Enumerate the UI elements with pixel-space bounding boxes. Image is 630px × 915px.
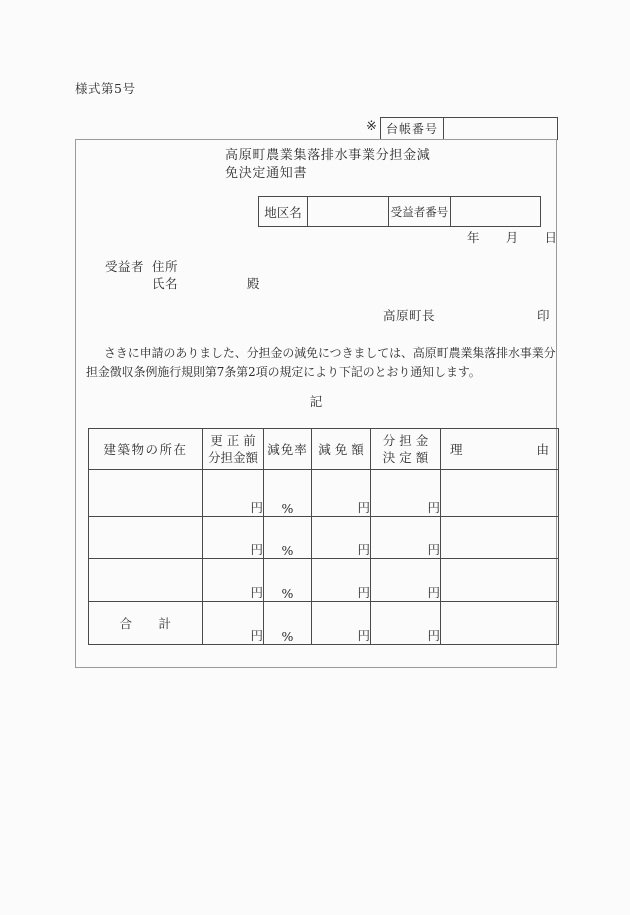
reduction-table bbox=[88, 428, 559, 645]
cell-decided-unit: 円 bbox=[371, 559, 441, 602]
header-reduction-amount: 減 免 額 bbox=[312, 429, 371, 470]
header-building-location: 建築物の所在 bbox=[89, 429, 203, 470]
district-name-label: 地区名 bbox=[259, 197, 308, 227]
header-reduction-rate: 減免率 bbox=[264, 429, 312, 470]
cell-reduction-unit: 円 bbox=[312, 559, 371, 602]
cell-reduction-unit: 円 bbox=[312, 517, 371, 559]
document-title-line1: 高原町農業集落排水事業分担金減 bbox=[225, 148, 431, 163]
reference-mark: ※ bbox=[366, 119, 377, 134]
document-title-line2: 免決定通知書 bbox=[225, 166, 308, 181]
date-month-label: 月 bbox=[505, 230, 519, 245]
table-header-row bbox=[89, 429, 559, 470]
document-title bbox=[225, 147, 431, 183]
ledger-number-value bbox=[444, 118, 558, 140]
cell-decided-unit: 円 bbox=[371, 602, 441, 645]
district-box bbox=[258, 196, 541, 227]
cell-pre-amount-unit: 円 bbox=[203, 602, 264, 645]
cell-pre-amount-unit: 円 bbox=[203, 470, 264, 517]
cell-pre-amount-unit: 円 bbox=[203, 559, 264, 602]
header-decided-amount: 分 担 金 決 定 額 bbox=[371, 429, 441, 470]
cell-rate-unit: % bbox=[264, 559, 312, 602]
cell-reason bbox=[441, 470, 559, 517]
honorific-label: 殿 bbox=[247, 276, 261, 291]
cell-rate-unit: % bbox=[264, 517, 312, 559]
cell-reason bbox=[441, 517, 559, 559]
cell-reduction-unit: 円 bbox=[312, 602, 371, 645]
cell-location bbox=[89, 517, 203, 559]
cell-total-label: 合 計 bbox=[89, 602, 203, 645]
date-line bbox=[467, 228, 557, 246]
cell-rate-unit: % bbox=[264, 602, 312, 645]
district-name-value bbox=[308, 197, 389, 227]
header-reason: 理 由 bbox=[441, 429, 559, 470]
cell-reduction-unit: 円 bbox=[312, 470, 371, 517]
beneficiary-label: 受益者 bbox=[105, 259, 145, 274]
notification-body: さきに申請のありました、分担金の減免につきましては、高原町農業集落排水事業分担金徴収条例施行規則第7条第2項の規定により下記のとおり通知します。 bbox=[86, 346, 556, 379]
date-year-label: 年 bbox=[467, 230, 480, 245]
cell-reason bbox=[441, 602, 559, 645]
form-number: 様式第5号 bbox=[75, 81, 136, 96]
ledger-number-label: 台帳番号 bbox=[381, 118, 444, 140]
cell-location bbox=[89, 470, 203, 517]
table-row bbox=[89, 517, 559, 559]
beneficiary-number-value bbox=[451, 197, 541, 227]
cell-rate-unit: % bbox=[264, 470, 312, 517]
cell-decided-unit: 円 bbox=[371, 517, 441, 559]
header-pre-correction-amount: 更 正 前 分担金額 bbox=[203, 429, 264, 470]
record-heading: 記 bbox=[309, 394, 323, 409]
beneficiary-number-label: 受益者番号 bbox=[389, 197, 451, 227]
mayor-title: 高原町長 bbox=[383, 308, 436, 323]
date-day-label: 日 bbox=[544, 230, 557, 245]
name-label: 氏名 bbox=[152, 276, 179, 291]
seal-mark: 印 bbox=[537, 308, 551, 323]
table-total-row bbox=[89, 602, 559, 645]
cell-reason bbox=[441, 559, 559, 602]
table-row bbox=[89, 470, 559, 517]
document-frame bbox=[75, 139, 557, 668]
cell-decided-unit: 円 bbox=[371, 470, 441, 517]
cell-location bbox=[89, 559, 203, 602]
cell-pre-amount-unit: 円 bbox=[203, 517, 264, 559]
ledger-number-box bbox=[380, 117, 558, 140]
address-label: 住所 bbox=[152, 259, 179, 274]
table-row bbox=[89, 559, 559, 602]
